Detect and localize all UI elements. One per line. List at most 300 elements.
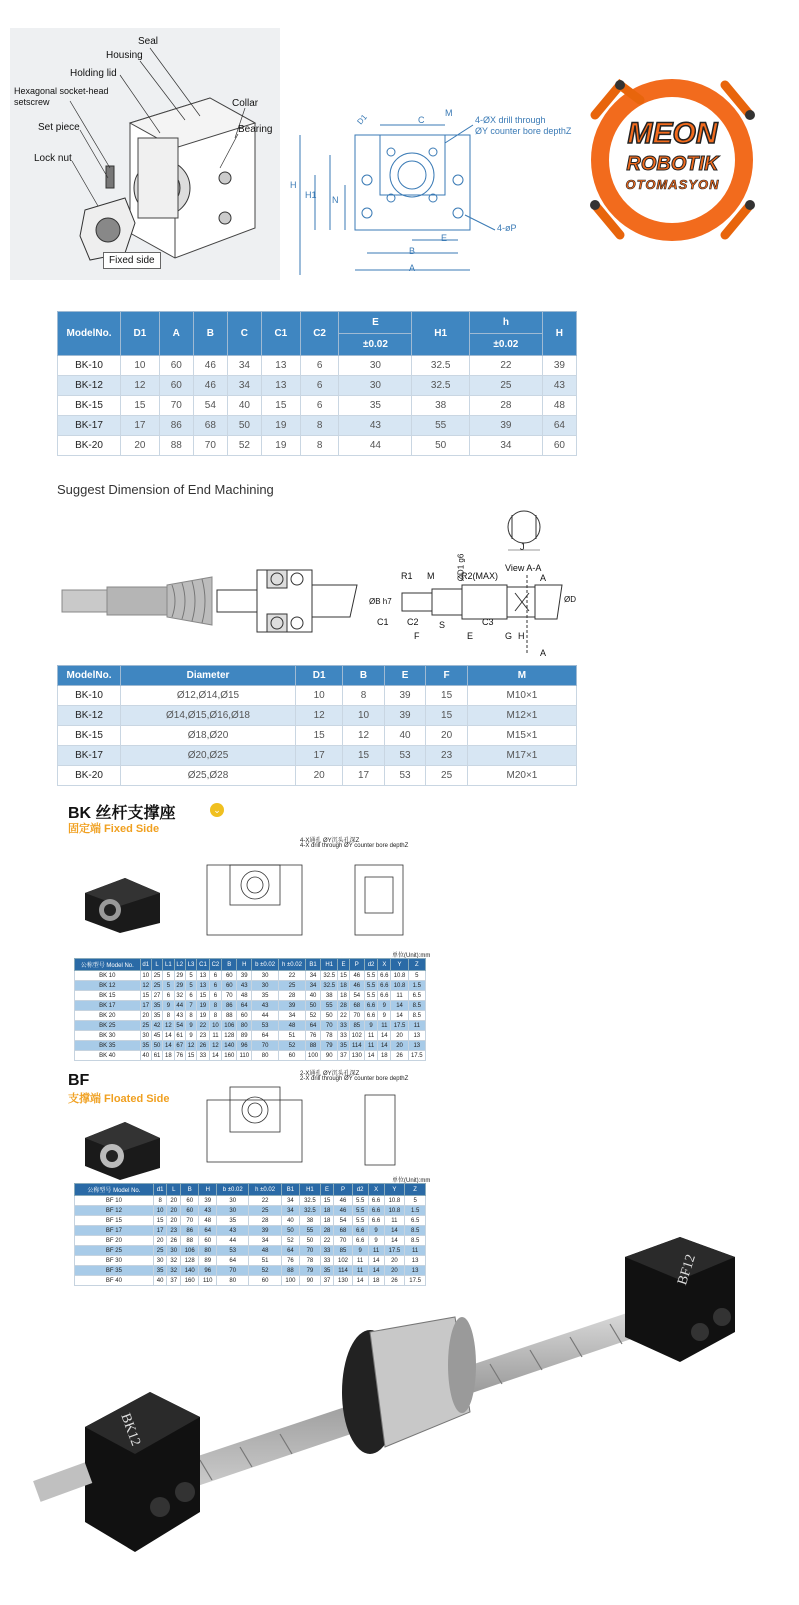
bf-mini-cell: 28 — [320, 1226, 334, 1236]
bk-mini-cell: 10 — [209, 1021, 221, 1031]
label-collar: Collar — [232, 98, 259, 109]
bf-mini-cell: 30 — [167, 1246, 181, 1256]
label-a-top: A — [540, 573, 547, 583]
bf-mini-cell: 48 — [199, 1216, 217, 1226]
bk-mini-cell: 17.5 — [408, 1051, 425, 1061]
bk-mini-header: E — [338, 959, 349, 971]
bk-mini-cell: 5.5 — [364, 971, 377, 981]
bf-mini-cell: 60 — [249, 1276, 281, 1286]
bk-mini-header: H — [237, 959, 252, 971]
bf-mini-cell: 23 — [167, 1226, 181, 1236]
bf-mini-cell: 32.5 — [300, 1196, 321, 1206]
bk-spec-cell: 46 — [193, 356, 227, 376]
bk-mini-cell: 20 — [140, 1011, 151, 1021]
label-s: S — [439, 620, 446, 630]
bf-section-title: BF — [68, 1072, 90, 1089]
bk-mini-cell: 26 — [391, 1051, 408, 1061]
end-machining-cell: M20×1 — [467, 766, 576, 786]
bk-spec-cell: BK-12 — [58, 376, 121, 396]
bf-mini-cell: 25 — [249, 1206, 281, 1216]
th2-b: B — [343, 666, 385, 686]
end-machining-cell: 15 — [426, 706, 468, 726]
end-machining-cell: 12 — [343, 726, 385, 746]
bf-mini-cell: 128 — [181, 1256, 199, 1266]
bk-mini-cell: 14 — [209, 1051, 221, 1061]
bk-mini-cell: 52 — [279, 1041, 306, 1051]
label-fixed-side: Fixed side — [103, 252, 161, 269]
bk-mini-cell: 34 — [305, 981, 320, 991]
bk-spec-cell: 19 — [261, 436, 300, 456]
bk-mini-cell: 5 — [163, 971, 174, 981]
bk-spec-cell: BK-20 — [58, 436, 121, 456]
bf-mini-cell: 70 — [334, 1236, 352, 1246]
bk-mini-cell: 64 — [237, 1001, 252, 1011]
bf-mini-cell: 13 — [405, 1266, 426, 1276]
end-machining-cell: Ø18,Ø20 — [121, 726, 296, 746]
bf-mini-cell: 37 — [320, 1276, 334, 1286]
bk-spec-cell: 6 — [300, 356, 339, 376]
bk-mini-cell: 67 — [174, 1041, 185, 1051]
bk-mini-cell: 43 — [252, 1001, 279, 1011]
bk-spec-cell: 50 — [412, 436, 470, 456]
bf-mini-header: b ±0.02 — [217, 1184, 249, 1196]
bk-mini-cell: 46 — [349, 981, 364, 991]
end-machining-row — [58, 726, 577, 746]
bf-mini-cell: 48 — [249, 1246, 281, 1256]
bk-mini-header: L3 — [185, 959, 196, 971]
bf-mini-cell: 25 — [153, 1246, 167, 1256]
bk-mini-header: L — [151, 959, 162, 971]
bk-mini-cell: 13 — [408, 1031, 425, 1041]
bk-mini-cell: 34 — [279, 1011, 306, 1021]
bk-mini-cell: 9 — [378, 1001, 391, 1011]
bk-mini-cell: 70 — [321, 1021, 338, 1031]
end-machining-cell: 10 — [296, 686, 343, 706]
th-h1: H1 — [412, 312, 470, 356]
bf-mini-cell: 140 — [181, 1266, 199, 1276]
bf-mini-header: B1 — [281, 1184, 299, 1196]
bf-mini-row — [75, 1196, 426, 1206]
bk-mini-cell: 100 — [305, 1051, 320, 1061]
bf-mini-cell: 10.8 — [384, 1196, 405, 1206]
dim-label-c: C — [418, 115, 425, 125]
bk-mini-cell: 39 — [279, 1001, 306, 1011]
bk-mini-cell: 30 — [140, 1031, 151, 1041]
bf-drill-note-cn: 2-X通孔 ØY沉头孔深Z — [300, 1071, 360, 1077]
bf-mini-cell: 5.5 — [352, 1216, 368, 1226]
bf-mini-cell: 55 — [300, 1226, 321, 1236]
bk-mini-cell: 28 — [279, 991, 306, 1001]
bf-mini-cell: 17.5 — [384, 1246, 405, 1256]
bf-mini-cell: 10.8 — [384, 1206, 405, 1216]
bf-mini-cell: BF 15 — [75, 1216, 154, 1226]
bk-mini-cell: 5 — [185, 971, 196, 981]
bk-mini-row — [75, 981, 426, 991]
end-machining-cell: M17×1 — [467, 746, 576, 766]
bf-mini-cell: BF 20 — [75, 1236, 154, 1246]
bf-mini-cell: 106 — [181, 1246, 199, 1256]
bk-mini-cell: 76 — [305, 1031, 320, 1041]
bk-mini-cell: 25 — [140, 1021, 151, 1031]
bk-spec-cell: 35 — [339, 396, 412, 416]
end-machining-cell: 20 — [426, 726, 468, 746]
bf-mini-cell: BF 25 — [75, 1246, 154, 1256]
bf-mini-cell: 28 — [249, 1216, 281, 1226]
bk-mini-cell: 32.5 — [321, 971, 338, 981]
th2-model: ModelNo. — [58, 666, 121, 686]
bk-spec-row — [58, 416, 577, 436]
bk-mini-header: X — [378, 959, 391, 971]
bf-mini-cell: 86 — [181, 1226, 199, 1236]
dim-label-p: 4-øP — [497, 223, 517, 233]
bf-mini-header: P — [334, 1184, 352, 1196]
bf-mini-cell: 52 — [281, 1236, 299, 1246]
bf-mini-cell: 20 — [153, 1236, 167, 1246]
bf-mini-cell: 114 — [334, 1266, 352, 1276]
bk-spec-cell: 43 — [339, 416, 412, 436]
bk-mini-row — [75, 1051, 426, 1061]
label-c3: C3 — [482, 617, 494, 627]
bk-mini-table — [74, 958, 426, 1061]
end-machining-row — [58, 706, 577, 726]
bk-mini-cell: 32 — [174, 991, 185, 1001]
bk-mini-cell: 15 — [338, 971, 349, 981]
bf-mini-cell: 26 — [384, 1276, 405, 1286]
bk-mini-cell: 50 — [321, 1011, 338, 1021]
bk-spec-table — [57, 311, 577, 456]
bk-spec-cell: 54 — [193, 396, 227, 416]
bf-mini-cell: BF 30 — [75, 1256, 154, 1266]
bk-spec-cell: 34 — [227, 356, 261, 376]
bf-mini-cell: 96 — [199, 1266, 217, 1276]
label-a-bottom: A — [540, 648, 547, 658]
bk-mini-cell: 28 — [338, 1001, 349, 1011]
bf-mini-cell: 18 — [320, 1216, 334, 1226]
bk-spec-cell: 55 — [412, 416, 470, 436]
bk-mini-cell: 48 — [279, 1021, 306, 1031]
bk-mini-cell: 18 — [338, 991, 349, 1001]
bk-mini-cell: 130 — [349, 1051, 364, 1061]
dim-label-d1: D1 — [355, 112, 369, 127]
bk-mini-cell: 20 — [391, 1041, 408, 1051]
bk-mini-table-head — [75, 959, 426, 971]
bk-mini-cell: 18 — [338, 981, 349, 991]
bk-spec-table-body — [58, 356, 577, 456]
end-machining-cell: BK-12 — [58, 706, 121, 726]
bk-mini-cell: 60 — [222, 971, 237, 981]
bk-mini-cell: 6 — [163, 991, 174, 1001]
bk-mini-cell: 43 — [237, 981, 252, 991]
bf-mini-cell: 30 — [217, 1196, 249, 1206]
bf-mini-cell: 85 — [334, 1246, 352, 1256]
th-e-tol: ±0.02 — [339, 334, 412, 356]
bk-mini-cell: 18 — [163, 1051, 174, 1061]
bf-mini-cell: 6.6 — [368, 1216, 384, 1226]
bf-mini-cell: 6.6 — [368, 1206, 384, 1216]
dimension-drawing — [285, 95, 572, 285]
bk-mini-cell: 5 — [408, 971, 425, 981]
bk-spec-cell: 30 — [339, 356, 412, 376]
label-d1g6: ØD1 g6 — [456, 553, 466, 582]
bk-drill-note-en: 4-X drill through ØY counter bore depthZ — [300, 843, 409, 849]
bk-spec-cell: 39 — [469, 416, 542, 436]
bk-mini-cell: 60 — [237, 1011, 252, 1021]
bk-mini-cell: 6 — [185, 991, 196, 1001]
bf-mini-cell: 43 — [217, 1226, 249, 1236]
bk-mini-cell: 46 — [349, 971, 364, 981]
bf-mini-cell: 70 — [300, 1246, 321, 1256]
bk-spec-cell: 17 — [121, 416, 160, 436]
end-machining-cell: 39 — [384, 686, 426, 706]
bk-mini-cell: 42 — [151, 1021, 162, 1031]
bf-mini-cell: 18 — [320, 1206, 334, 1216]
bk-mini-cell: 29 — [174, 981, 185, 991]
bf-mini-cell: 20 — [167, 1206, 181, 1216]
bk-mini-header: C2 — [209, 959, 221, 971]
bf-mini-cell: 43 — [199, 1206, 217, 1216]
bf-section-subtitle: 支撑端 Floated Side — [68, 1093, 170, 1105]
end-machining-row — [58, 746, 577, 766]
bk-drill-note-cn: 4-X通孔 ØY沉头孔深Z — [300, 838, 360, 844]
end-machining-cell: 53 — [384, 766, 426, 786]
end-machining-cell: 15 — [296, 726, 343, 746]
bk-mini-cell: 6.6 — [364, 1001, 377, 1011]
bk-mini-cell: 50 — [151, 1041, 162, 1051]
bk-mini-cell: 102 — [349, 1031, 364, 1041]
bf-mini-cell: 32 — [167, 1266, 181, 1276]
bk-mini-row — [75, 991, 426, 1001]
bf-mini-cell: 100 — [281, 1276, 299, 1286]
bk-mini-cell: 8.5 — [408, 1011, 425, 1021]
bk-spec-cell: 68 — [193, 416, 227, 436]
bk-mini-header: B1 — [305, 959, 320, 971]
bk-mini-cell: 30 — [252, 981, 279, 991]
bk-mini-cell: 44 — [252, 1011, 279, 1021]
bk-mini-cell: 6.6 — [378, 971, 391, 981]
bf-mini-header: E — [320, 1184, 334, 1196]
bk-mini-cell: 61 — [174, 1031, 185, 1041]
bf-mini-cell: 79 — [300, 1266, 321, 1276]
bf-mini-cell: 13 — [405, 1256, 426, 1266]
bf-mini-cell: 102 — [334, 1256, 352, 1266]
label-c1: C1 — [377, 617, 389, 627]
label-lock-nut: Lock nut — [34, 153, 72, 164]
bf-mini-cell: 9 — [352, 1246, 368, 1256]
bk-spec-cell: 20 — [121, 436, 160, 456]
bf-mini-header: h ±0.02 — [249, 1184, 281, 1196]
bf-mini-cell: 11 — [405, 1246, 426, 1256]
bf-mini-cell: BF 17 — [75, 1226, 154, 1236]
bf-mini-cell: 70 — [217, 1266, 249, 1276]
bf-mini-cell: 39 — [199, 1196, 217, 1206]
th-e: E — [339, 312, 412, 334]
bk-mini-cell: 14 — [163, 1031, 174, 1041]
bf-mini-cell: 5.5 — [352, 1196, 368, 1206]
bk-mini-cell: 9 — [163, 1001, 174, 1011]
bk-mini-cell: 14 — [391, 1011, 408, 1021]
bk-spec-cell: 6 — [300, 376, 339, 396]
bf-mini-cell: 17 — [153, 1226, 167, 1236]
bf-mini-cell: 8 — [153, 1196, 167, 1206]
bk-mini-cell: 37 — [338, 1051, 349, 1061]
bk-spec-cell: 44 — [339, 436, 412, 456]
bk-mini-cell: 10 — [140, 971, 151, 981]
bf-mini-cell: 37 — [167, 1276, 181, 1286]
bf-mini-cell: 14 — [384, 1226, 405, 1236]
bf-mini-cell: 32 — [167, 1256, 181, 1266]
section-title-end-machining: Suggest Dimension of End Machining — [57, 482, 274, 497]
bf-mini-cell: 80 — [217, 1276, 249, 1286]
bk-mini-cell: 70 — [252, 1041, 279, 1051]
bf-mini-cell: 18 — [368, 1276, 384, 1286]
bk-spec-cell: BK-17 — [58, 416, 121, 436]
bf-mini-cell: 14 — [352, 1276, 368, 1286]
bk-mini-cell: 40 — [140, 1051, 151, 1061]
bf-unit-label: 单位(Unit):mm — [392, 1178, 431, 1184]
bk-mini-cell: 106 — [222, 1021, 237, 1031]
th2-m: M — [467, 666, 576, 686]
bk-spec-cell: 15 — [121, 396, 160, 416]
bf-mini-cell: 33 — [320, 1256, 334, 1266]
bf-mini-cell: 35 — [320, 1266, 334, 1276]
bk-spec-cell: 10 — [121, 356, 160, 376]
bk-mini-cell: BK 10 — [75, 971, 141, 981]
bf-mini-header: d1 — [153, 1184, 167, 1196]
bk-mini-header: B — [222, 959, 237, 971]
th2-d1: D1 — [296, 666, 343, 686]
bk-mini-cell: 6 — [209, 971, 221, 981]
end-machining-drawings — [57, 505, 577, 660]
bk-mini-cell: 80 — [237, 1021, 252, 1031]
bf-mini-cell: 14 — [368, 1256, 384, 1266]
bk-mini-cell: 88 — [305, 1041, 320, 1051]
bk-mini-cell: 86 — [222, 1001, 237, 1011]
bk-mini-cell: 44 — [174, 1001, 185, 1011]
bk-mini-header: Y — [391, 959, 408, 971]
bf-block-render — [75, 1110, 165, 1180]
bk-mini-cell: 33 — [197, 1051, 209, 1061]
bk-mini-cell: 15 — [140, 991, 151, 1001]
th-b: B — [193, 312, 227, 356]
bk-mini-cell: 12 — [185, 1041, 196, 1051]
th-h: H — [542, 312, 576, 356]
bf-mini-cell: 60 — [181, 1196, 199, 1206]
bf-mini-cell: 6.5 — [405, 1216, 426, 1226]
bk-spec-cell: BK-15 — [58, 396, 121, 416]
end-machining-cell: 15 — [426, 686, 468, 706]
bf-mini-header: H — [199, 1184, 217, 1196]
bk-mini-header: b ±0.02 — [252, 959, 279, 971]
label-bh7: ØB h7 — [369, 597, 392, 606]
bk-mini-cell: 43 — [174, 1011, 185, 1021]
bk-mini-cell: 12 — [163, 1021, 174, 1031]
end-machining-cell: Ø20,Ø25 — [121, 746, 296, 766]
bf-mini-cell: 5 — [405, 1196, 426, 1206]
bk-mini-cell: 19 — [197, 1011, 209, 1021]
bk-mini-cell: 11 — [391, 991, 408, 1001]
bf-mini-cell: 8.5 — [405, 1236, 426, 1246]
bk-spec-cell: 40 — [227, 396, 261, 416]
bk-mini-cell: 96 — [237, 1041, 252, 1051]
bf-mini-cell: 15 — [153, 1216, 167, 1226]
bk-mini-cell: 70 — [349, 1011, 364, 1021]
end-machining-cell: M10×1 — [467, 686, 576, 706]
bk-mini-cell: 25 — [279, 981, 306, 991]
bf-mini-cell: 60 — [181, 1206, 199, 1216]
bk-mini-header: H1 — [321, 959, 338, 971]
end-machining-table — [57, 665, 577, 786]
exploded-diagram — [10, 28, 280, 280]
bk-mini-cell: 6.6 — [364, 1011, 377, 1021]
bk-mini-cell: 11 — [209, 1031, 221, 1041]
bk-mini-cell: 25 — [151, 981, 162, 991]
bk-mini-cell: 80 — [252, 1051, 279, 1061]
bk-mini-header: d1 — [140, 959, 151, 971]
bf-mini-cell: 20 — [384, 1256, 405, 1266]
bf-mini-cell: 51 — [249, 1256, 281, 1266]
dim-label-h1: H1 — [305, 190, 317, 200]
bk-spec-cell: BK-10 — [58, 356, 121, 376]
label-set-piece: Set piece — [38, 122, 80, 133]
bf-mini-cell: 50 — [281, 1226, 299, 1236]
bk-mini-header: Z — [408, 959, 425, 971]
bk-mini-cell: 48 — [237, 991, 252, 1001]
bk-mini-cell: 12 — [209, 1041, 221, 1051]
bk-mini-cell: 5 — [185, 981, 196, 991]
bf-mini-cell: 6.6 — [352, 1226, 368, 1236]
bk-mini-cell: BK 30 — [75, 1031, 141, 1041]
bf-mini-cell: 14 — [384, 1236, 405, 1246]
bf-mini-cell: 22 — [249, 1196, 281, 1206]
bf-mini-cell: 80 — [199, 1246, 217, 1256]
bk-spec-cell: 32.5 — [412, 376, 470, 396]
bk-mini-cell: 9 — [185, 1031, 196, 1041]
label-bearing: Bearing — [238, 124, 273, 135]
bk-spec-cell: 34 — [227, 376, 261, 396]
bk-spec-cell: 22 — [469, 356, 542, 376]
bf-mini-cell: 9 — [368, 1226, 384, 1236]
end-machining-cell: M15×1 — [467, 726, 576, 746]
bk-spec-cell: 48 — [542, 396, 576, 416]
dim-label-e: E — [441, 233, 448, 243]
th2-f: F — [426, 666, 468, 686]
bk-mini-cell: 13 — [408, 1041, 425, 1051]
label-c2: C2 — [407, 617, 419, 627]
ballscrew-product-photo — [0, 1222, 799, 1600]
bf-mini-header: Z — [405, 1184, 426, 1196]
bk-mini-cell: 6 — [209, 991, 221, 1001]
bk-mini-cell: 114 — [349, 1041, 364, 1051]
bk-mini-cell: 35 — [140, 1041, 151, 1051]
bk-spec-cell: 50 — [227, 416, 261, 436]
end-machining-cell: BK-15 — [58, 726, 121, 746]
bk-mini-cell: BK 17 — [75, 1001, 141, 1011]
bk-mini-cell: 19 — [197, 1001, 209, 1011]
bf-mini-cell: 160 — [181, 1276, 199, 1286]
bk-mini-header: L2 — [174, 959, 185, 971]
bk-mini-cell: 10.8 — [391, 971, 408, 981]
bf-mini-cell: 17.5 — [405, 1276, 426, 1286]
bk-spec-row — [58, 356, 577, 376]
bk-mini-cell: 8 — [209, 1011, 221, 1021]
dim-label-b: B — [409, 246, 416, 256]
expand-chevron-icon[interactable]: ⌄ — [210, 803, 224, 817]
bk-mini-header: d2 — [364, 959, 377, 971]
bf-mini-cell: 90 — [300, 1276, 321, 1286]
bf-mini-cell: 30 — [217, 1206, 249, 1216]
bf-mini-cell: 6.6 — [352, 1236, 368, 1246]
bk-mini-cell: BK 20 — [75, 1011, 141, 1021]
